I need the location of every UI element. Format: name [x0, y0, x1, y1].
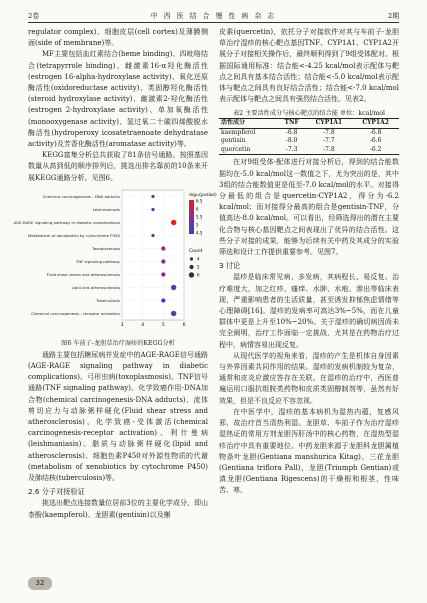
- table-cell: -7.8: [323, 128, 335, 136]
- paragraph: 通路主要包括糖尿病并发症中的AGE-RAGE信号通路(AGE-RAGE signaling pathway in diabetic complications)、弓形虫病(toxoplasmosis)、TNF信号通路(TNF signaling pathway)、化学致癌作用-DNA加合物(chemical carcinogenesis-DNA adducts)、流体剪切应力与动脉粥样硬化(Fluid shear stress and atherosclerosis)、化学致癌-受体激活(chemical carcinogenesis-receptor activation)、利什曼病(leishmaniasis)、脂质与动脉粥样硬化(lipid and atherosclerosis)、细胞色素P450对外源性物质的代谢(metabolism of xenobiotics by cytochrome P450)及肺结核(tuberculosis)等。: [28, 350, 208, 483]
- table-cell: -7.3: [285, 145, 298, 153]
- table-cell: -6.8: [369, 128, 382, 136]
- data-point: [161, 298, 165, 302]
- legend-color-tick: 5: [196, 222, 199, 228]
- table-row: [219, 146, 399, 155]
- paragraph: regulator complex)、细胞皮层(cell cortex)及薄膜侧面(side of membrane)等。: [28, 28, 208, 48]
- legend-color-title: -log₁₀(pvalue): [188, 191, 217, 197]
- x-tick-labels: [121, 322, 186, 328]
- paragraph: 皮素(quercetin)，依托分子对接软件对其与车前子-龙胆草治疗湿疹的核心靶点基因TNF、CYP1A1、CYP1A2开展分子对接相关操作后，最终顺利得到了9组受体配对。根据国际通用标准：结合能<-4.25 kcal/mol表示配体与靶点之间具有基本结合活性；结合能<-5.0 kcal/mol表示配体与靶点之间具有良好结合活性；结合能<-7.0 kcal/mol表示配体与靶点之间具有强烈结合活性。见表2。: [219, 28, 399, 104]
- table-cell: -8.0: [285, 137, 298, 145]
- y-tick-label: Metabolism of xenobiotics by cytochrome P450: [27, 232, 120, 238]
- data-point: [171, 311, 176, 316]
- table-cell: -6.2: [369, 145, 382, 153]
- data-point: [171, 285, 176, 290]
- left-column: [13, 27, 217, 521]
- table-cell: -6.8: [285, 128, 298, 136]
- y-tick-label: Tuberculosis: [96, 297, 120, 303]
- y-tick-label: Chemical carcinogenesis - DNA adducts: [42, 193, 120, 199]
- legend-color-tick: 5.5: [196, 214, 203, 220]
- kegg-bubble-chart: [13, 186, 217, 338]
- y-tick-label: Toxoplasmosis: [92, 245, 120, 251]
- data-point: [151, 208, 154, 211]
- table-header-cell: 活性成分: [221, 119, 246, 127]
- paragraph: 在对9组受体-配体进行对接分析后，得到的结合能数据均在-5.0 kcal/mol这一数值之下，尤为突出的是，其中3组的结合能数值更是低至-7.0 kcal/mol的水平。对接得分最低的组合是quercetin-CYP1A2，得分为-6.2 kcal/mol；而对接得分最高的组合是gentisin-TNF，分值高达-8.0 kcal/mol。可以看出，经筛选得出的潜在主要化合物与核心基因靶点之间表现出了优异的结合活性。这些分子对接的成果，能够为后续有关中药及其成分的实验筛选和设计工作提供重要参考。见图7。: [219, 158, 399, 257]
- legend: [188, 192, 217, 278]
- data-point: [161, 246, 165, 250]
- journal-title: 中 西 医 结 合 慢 性 病 杂 志: [150, 12, 277, 20]
- legend-size-title: Count: [189, 248, 203, 254]
- table-header-cell: CYP1A1: [315, 119, 343, 127]
- paragraph: 在中医学中，湿疹的基本病机为湿热内蕴，复感风邪，故治疗首当清热利湿。龙胆草、车前子作为治疗湿疹湿热证的常用方剂龙胆泻肝汤中的核心药物，在湿热型湿疹治疗中具有重要地位。中药龙胆来源于龙胆科龙胆属植物条叶龙胆(Gentiana manshurica Kitag)、三花龙胆(Gentiana triflora Pall)、龙胆(Triumph Gentian)或滇龙胆(Gentiana Rigescens)的干燥根和根茎，性味苦、寒，: [219, 407, 399, 495]
- page-number: 32: [28, 577, 52, 590]
- table-caption: 表2 主要活性成分与核心靶点的结合能 单位：kcal/mol: [233, 110, 385, 118]
- running-header: [28, 10, 399, 22]
- section-heading: 2.6 分子对接验证: [28, 487, 85, 497]
- legend-color-tick: 4.5: [196, 230, 203, 236]
- data-point: [171, 220, 176, 225]
- x-tick-label: 5: [161, 322, 165, 328]
- right-column: [219, 27, 399, 497]
- table-cell: kaempferol: [221, 128, 256, 136]
- legend-size-label: 4: [197, 256, 200, 262]
- table-header-cell: CYP1A2: [362, 119, 389, 127]
- y-tick-labels: [13, 194, 120, 316]
- table-row: [219, 128, 399, 137]
- data-point: [151, 234, 154, 237]
- legend-size-circle: [189, 272, 194, 277]
- data-point: [161, 259, 165, 263]
- y-tick-label: Lipid and atherosclerosis: [71, 284, 120, 290]
- x-tick-label: 4: [141, 322, 145, 328]
- volume-label: 2卷: [28, 12, 40, 20]
- y-tick-label: Chemical carcinogenesis - receptor activation: [30, 310, 120, 316]
- header-rule: [28, 22, 399, 23]
- data-point: [151, 195, 154, 198]
- table-cell: gentisin: [221, 137, 246, 145]
- paragraph: 从现代医学的视角来看，湿疹的产生是机体自身因素与外界因素共同作用的结果。湿疹的发病机制较为复杂，通常和皮炎应激应答存在关联。在湿疹的治疗中，西医普遍运用口服抗组胺类药物和皮质类固醇制剂等，虽然有好效果，但是不良反应不容忽视。: [219, 351, 399, 405]
- table-cell: -7.8: [323, 145, 335, 153]
- figure-caption: 图6 车前子-龙胆草治疗湿疹的KEGG分析: [61, 339, 175, 347]
- legend-color-tick: 6: [196, 206, 199, 212]
- table-cell: -7.7: [323, 137, 335, 145]
- x-tick-label: 3: [120, 322, 124, 328]
- kegg-figure: [13, 186, 217, 338]
- data-point: [161, 272, 165, 276]
- legend-color-bar: [189, 200, 194, 234]
- x-tick-label: 6: [182, 322, 186, 328]
- table-header-row: [219, 119, 399, 129]
- y-tick-label: TNF signaling pathway: [75, 258, 120, 264]
- paragraph: MF主要包括血红素结合(heme binding)、四吡咯结合(tetrapyrrole binding)、雌激素16-α羟化酶活性(estrogen 16-alpha-hydroxylase activity)、氧化还原酶活性(oxidoreductase activity)、类固醇羟化酶活性(steroid hydroxylase activity)、雌激素2-羟化酶活性(estrogen 2-hydroxylase activity)、单加氧酶活性(monooxygenase activity)、氢过氧二十碳四烯酸脱水酶活性(hydroperoxy icosatetraenoate dehydratase activity)及芳香化酶活性(aromatase activity)等。: [28, 50, 208, 149]
- y-tick-label: Fluid shear stress and atherosclerosis: [46, 271, 120, 277]
- issue-label: 2期: [387, 12, 399, 20]
- paragraph: 挑选出靶点连接数量位居前3位的主要化学成分，即山柰酚(kaempferol)、龙胆素(gentisin)以及槲: [28, 499, 208, 519]
- table-row: [219, 137, 399, 146]
- legend-size-circle: [189, 265, 193, 269]
- legend-size-label: 5: [197, 264, 200, 270]
- paragraph: KEGG富集分析总共获取了81条信号通路。按照基因数量从高到低的顺序排列后，挑选出排名靠前的10条来开展KEGG通路分析。见图6。: [28, 151, 208, 182]
- table-header-cell: TNF: [284, 119, 299, 127]
- legend-color-tick: 6.5: [196, 198, 203, 204]
- legend-size-label: 6: [197, 272, 200, 278]
- paragraph: 湿疹是临床常见病、多发病，其病程长、易反复、治疗难度大，加之红疹、瘙痒、水肿、水疱、渗出等临床表现，严重影响患者的生活质量，甚至诱发抑郁焦虑情绪等心理障碍[16]。湿疹的发病率可高达3%~5%，而在儿童群体中更是上升至10%~20%。关于湿疹的确切病因尚未完全阐明，治疗工作面临一定挑战，尤其是在药物治疗过程中，病情容易出现反复。: [219, 273, 399, 349]
- table-cell: quercetin: [221, 145, 251, 153]
- binding-energy-table: [219, 118, 399, 155]
- table-cell: -6.6: [369, 137, 382, 145]
- legend-size-circle: [190, 257, 193, 260]
- y-tick-label: Leishmaniasis: [92, 206, 120, 212]
- y-tick-label: AGE-RAGE signaling pathway in diabetic complications: [13, 219, 120, 225]
- section-heading: 3 讨论: [219, 261, 241, 271]
